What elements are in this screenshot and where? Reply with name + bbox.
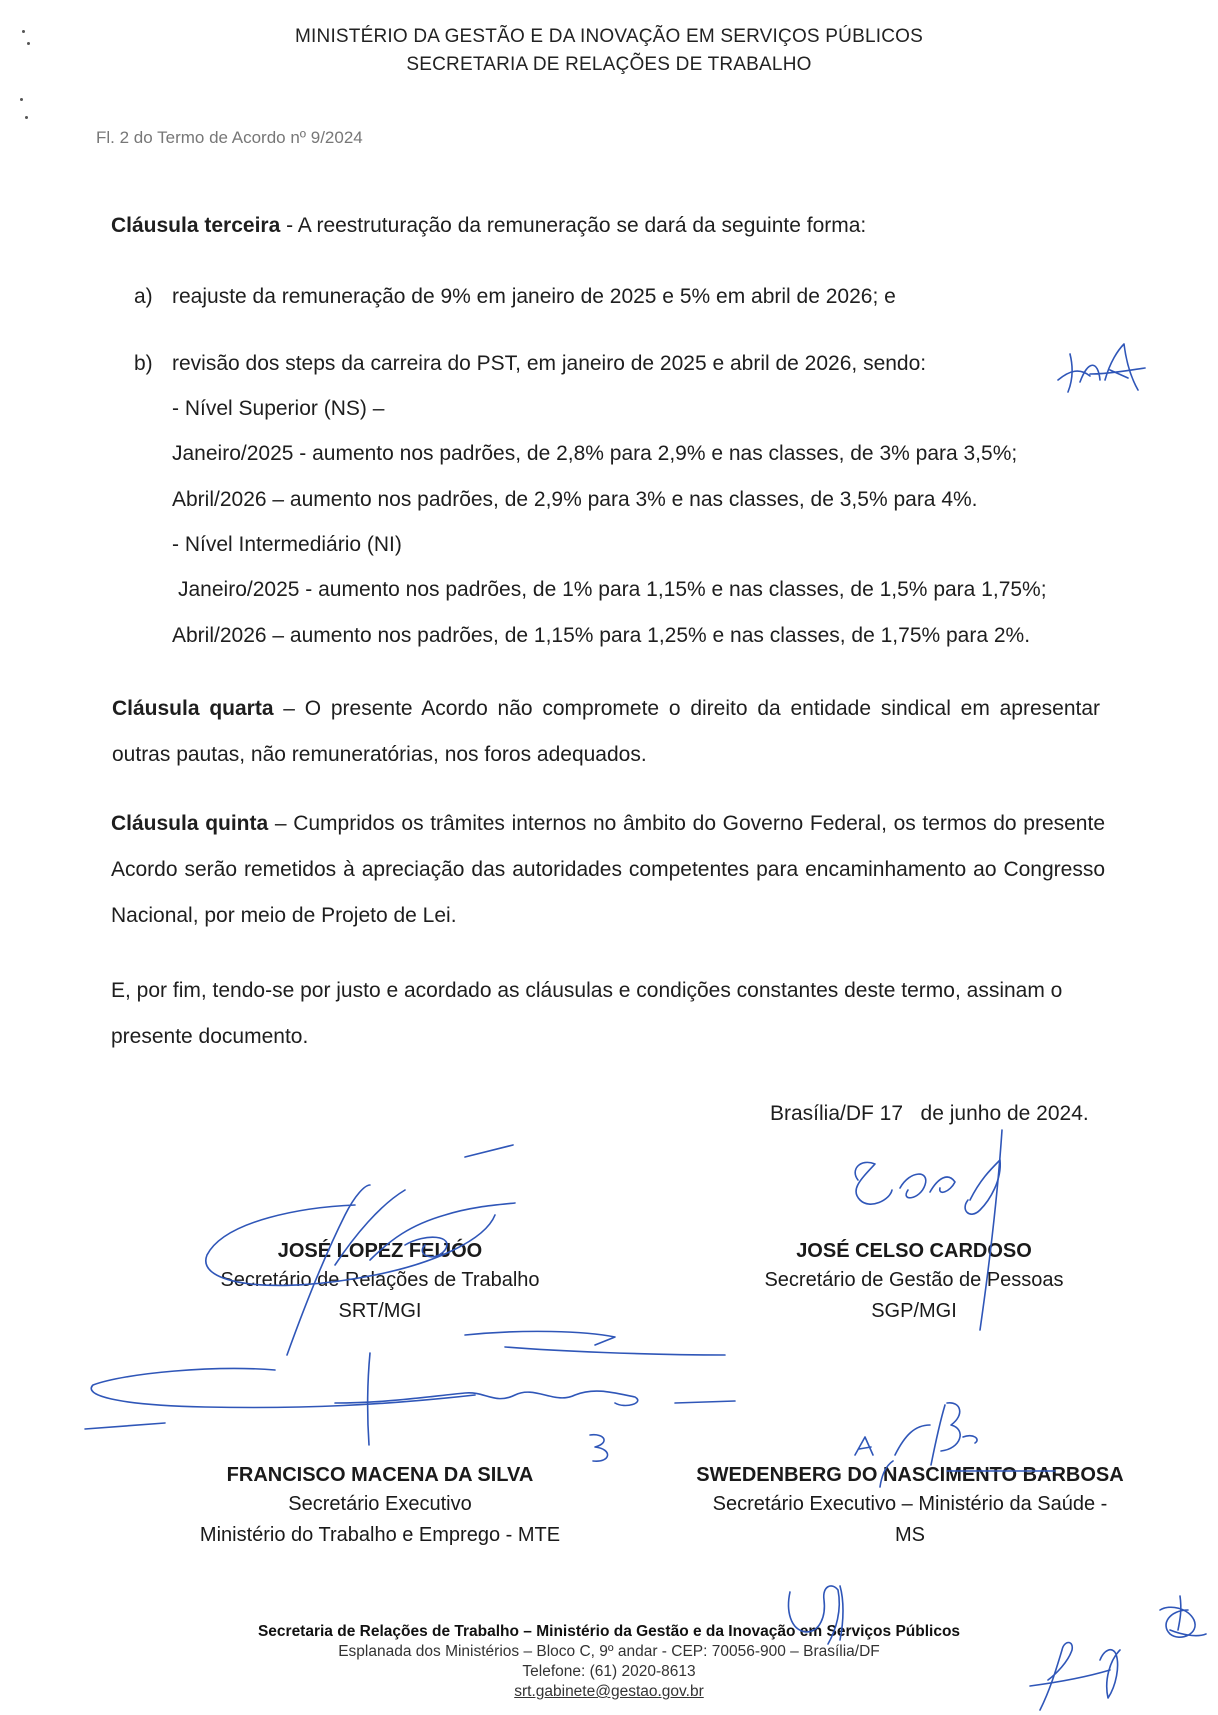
signatory-name: FRANCISCO MACENA DA SILVA [226,1464,534,1486]
scan-mark [20,98,23,101]
footer-phone: Telefone: (61) 2020-8613 [522,1663,696,1680]
signatory-role: Secretário Executivo – Ministério da Saúde - [712,1493,1108,1515]
signatory-role: Secretário de Relações de Trabalho [220,1269,540,1291]
signatory-role: Secretário de Gestão de Pessoas [764,1269,1064,1291]
closing-paragraph: E, por fim, tendo-se por justo e acordado as cláusulas e condições constantes deste termo, assinam o presente documento. [111,979,1063,1048]
signatory-name: JOSÉ LOPEZ FEIJÓO [277,1240,483,1262]
clausula-quarta-label: Cláusula quarta [112,697,274,720]
clausula-quinta [111,801,1105,939]
rubric-footer-1 [780,1580,870,1650]
item-a-marker: a) [134,285,153,308]
ni-abril: Abril/2026 – aumento nos padrões, de 1,15% para 1,25% e nas classes, de 1,75% para 2%. [172,624,1031,647]
header-ministry: MINISTÉRIO DA GESTÃO E DA INOVAÇÃO EM SERVIÇOS PÚBLICOS [295,26,923,47]
signatory-org: Ministério do Trabalho e Emprego - MTE [199,1524,561,1546]
signature-macena [85,1325,745,1465]
clausula-terceira [111,203,1111,249]
ni-title: - Nível Intermediário (NI) [172,533,402,556]
signature-barbosa [835,1395,1055,1495]
clausula-terceira-text: - A reestruturação da remuneração se dará da seguinte forma: [280,214,867,237]
ns-abril: Abril/2026 – aumento nos padrões, de 2,9% para 3% e nas classes, de 3,5% para 4%. [172,488,978,511]
item-a-text: reajuste da remuneração de 9% em janeiro de 2025 e 5% em abril de 2026; e [172,285,896,308]
item-b-text: revisão dos steps da carreira do PST, em janeiro de 2025 e abril de 2026, sendo: [172,352,927,375]
rubric-footer-2 [1020,1590,1218,1715]
clausula-quarta [112,686,1100,778]
clausula-quinta-label: Cláusula quinta [111,812,269,835]
ns-janeiro: Janeiro/2025 - aumento nos padrões, de 2,8% para 2,9% e nas classes, de 3% para 3,5%; [172,442,1018,465]
item-b-marker: b) [134,352,153,375]
signature-celso [830,1130,1030,1330]
signature-feijoo [195,1145,525,1355]
signatory-org: MS [895,1524,925,1546]
footer-address: Esplanada dos Ministérios – Bloco C, 9º andar - CEP: 70056-900 – Brasília/DF [338,1643,880,1660]
signatory-macena [150,1464,610,1551]
header-secretariat: SECRETARIA DE RELAÇÕES DE TRABALHO [406,54,812,75]
rubric-margin-signature [1050,340,1150,400]
footer-secretariat: Secretaria de Relações de Trabalho – Ministério da Gestão e da Inovação em Serviços Públicos [257,1623,961,1640]
ni-janeiro: Janeiro/2025 - aumento nos padrões, de 1% para 1,15% e nas classes, de 1,5% para 1,75%; [178,578,1047,601]
signatory-name: SWEDENBERG DO NASCIMENTO BARBOSA [696,1464,1124,1486]
page-reference: Fl. 2 do Termo de Acordo nº 9/2024 [96,128,363,147]
signatory-role: Secretário Executivo [288,1493,472,1515]
ns-title: - Nível Superior (NS) – [172,397,385,420]
footer-email[interactable]: srt.gabinete@gestao.gov.br [514,1683,704,1700]
signatory-org: SRT/MGI [338,1300,422,1322]
signatory-name: JOSÉ CELSO CARDOSO [796,1240,1032,1262]
clausula-quinta-text: – Cumpridos os trâmites internos no âmbito do Governo Federal, os termos do presente Acordo serão remetidos à apreciação das autoridades competentes para encaminhamento ao Congresso Nacional, por meio de Projeto de Lei. [111,812,1106,927]
clausula-terceira-label: Cláusula terceira [111,214,281,237]
clausula-quarta-text: – O presente Acordo não compromete o direito da entidade sindical em apresentar outras pautas, não remuneratórias, nos foros adequados. [112,697,1100,766]
date-line: Brasília/DF 17 de junho de 2024. [770,1102,1089,1125]
scan-mark [25,116,28,119]
signatory-org: SGP/MGI [871,1300,957,1322]
